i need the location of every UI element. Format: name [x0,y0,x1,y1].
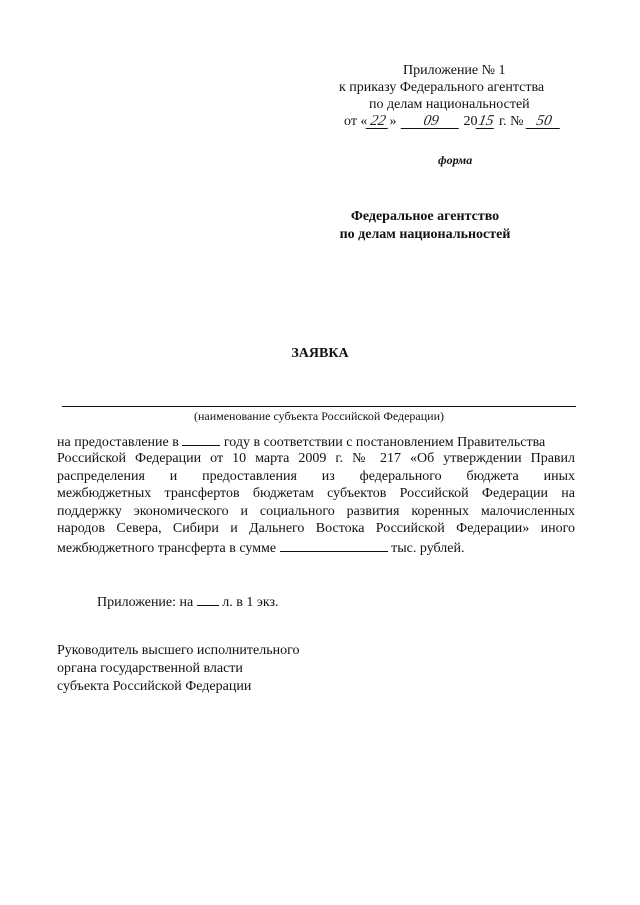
attachment-line [97,593,279,611]
document-title: ЗАЯВКА [291,346,349,361]
appendix-date-line [344,114,561,130]
signature-line-1: Руководитель высшего исполнительного [57,643,300,658]
agency-name-line1: Федеральное агентство [350,209,500,224]
signature-line-3: субъекта Российской Федерации [57,679,252,694]
date-prefix: от « [344,114,368,129]
signature-line-2: органа государственной власти [57,661,243,676]
order-number-label: г. № [498,114,524,129]
sheets-blank[interactable] [197,593,219,606]
handwritten-month: 09 [401,114,462,129]
appendix-title: Приложение № 1 [403,63,506,78]
form-label: форма [438,153,473,167]
body-line-3: распределения и предоставления из федерального бюджета иных [57,469,575,484]
body-line-1-end: году в соответствии с постановлением Правительства [223,435,546,450]
body-line-1 [57,433,575,451]
subject-name-line[interactable] [62,406,576,407]
body-line-6: народов Севера, Сибири и Дальнего Востока Российской Федерации» иного [57,521,575,536]
body-line-1-start: на предоставление в [57,435,179,450]
handwritten-day: 22 [366,114,391,129]
handwritten-order-number: 50 [526,114,563,129]
body-line-5: поддержку экономического и социального развития коренных малочисленных [57,504,575,519]
handwritten-year: 15 [477,113,496,129]
body-line-7 [57,539,464,557]
attachment-suffix: л. в 1 экз. [222,595,279,610]
amount-blank[interactable] [280,539,388,552]
subject-name-caption: (наименование субъекта Российской Федерации) [193,409,445,423]
year-blank[interactable] [182,433,220,446]
body-line-7-start: межбюджетного трансферта в сумме [57,541,277,556]
appendix-agency-ref: по делам национальностей [369,97,530,112]
agency-name-line2: по делам национальностей [339,227,511,242]
year-prefix: 20 [463,114,478,129]
appendix-order-ref: к приказу Федерального агентства [339,80,545,95]
body-line-2: Российской Федерации от 10 марта 2009 г. № 217 «Об утверждении Правил [57,451,575,466]
body-line-7-end: тыс. рублей. [391,541,465,556]
date-day-suffix: » [389,114,397,129]
attachment-prefix: Приложение: на [97,595,194,610]
body-line-4: межбюджетных трансфертов бюджетам субъектов Российской Федерации на [57,486,575,501]
